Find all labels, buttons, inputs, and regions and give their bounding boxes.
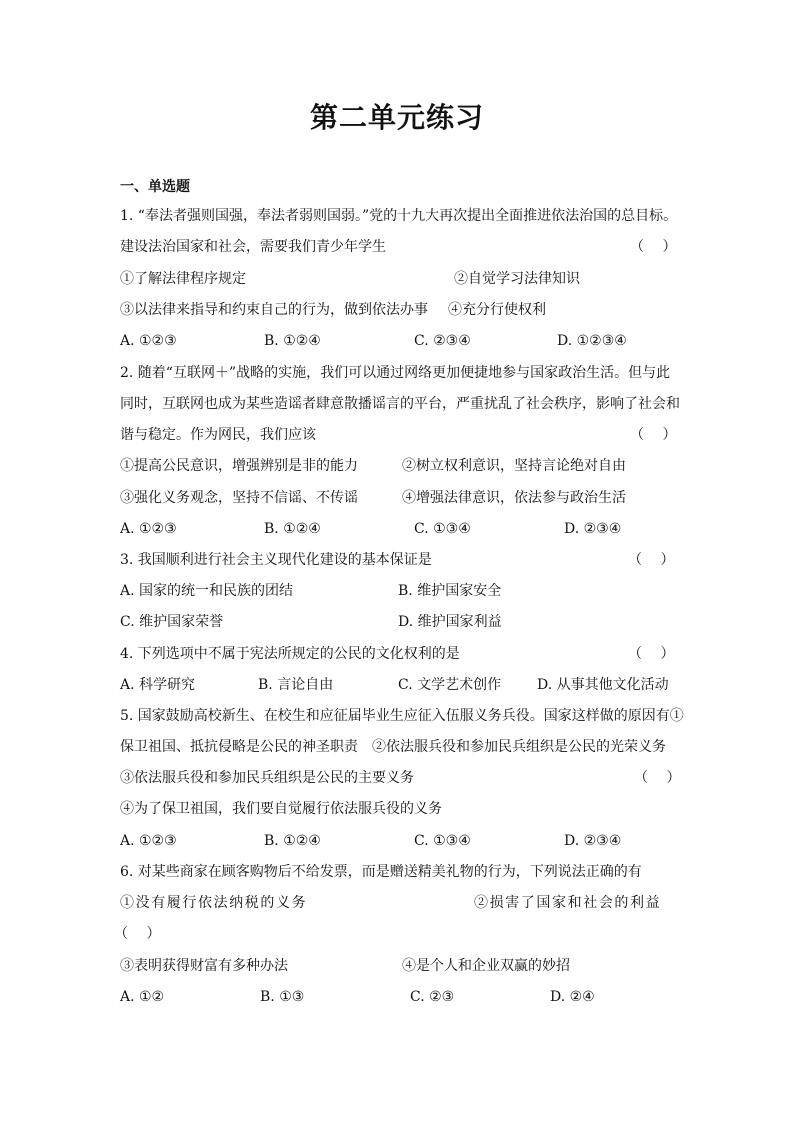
q5-stem-line-2: 保卫祖国、抵抗侵略是公民的神圣职责 ②依法服兵役和参加民兵组织是公民的光荣义务: [120, 739, 666, 755]
q2-option-d[interactable]: D. ②③④: [564, 521, 622, 537]
q2-stem-line-2: 同时，互联网也成为某些造谣者肆意散播谣言的平台，严重扰乱了社会秩序，影响了社会和: [120, 396, 680, 412]
q6-option-b[interactable]: B. ①③: [260, 989, 305, 1005]
q4-stem: 4. 下列选项中不属于宪法所规定的公民的文化权利的是: [120, 646, 460, 662]
q6-statement-3: ③表明获得财富有多种办法: [120, 958, 288, 974]
q3-option-d[interactable]: D. 维护国家利益: [398, 614, 502, 630]
q2-stem-line-1: 2. 随着“互联网＋”战略的实施，我们可以通过网络更加便捷地参与国家政治生活。但与此: [120, 365, 671, 381]
q6-option-d[interactable]: D. ②④: [550, 989, 595, 1005]
q5-option-c[interactable]: C. ①③④: [414, 833, 471, 849]
q1-option-c[interactable]: C. ②③④: [414, 333, 471, 349]
q1-stem-line-2: 建设法治国家和社会，需要我们青少年学生: [120, 239, 386, 255]
q2-option-b[interactable]: B. ①②④: [264, 521, 321, 537]
q2-statement-3: ③强化义务观念，坚持不信谣、不传谣: [120, 490, 358, 506]
q1-statement-3: ③以法律来指导和约束自己的行为，做到依法办事: [120, 302, 428, 318]
q3-stem: 3. 我国顺利进行社会主义现代化建设的基本保证是: [120, 552, 432, 568]
q4-option-a[interactable]: A. 科学研究: [120, 677, 196, 693]
q5-option-d[interactable]: D. ②③④: [564, 833, 622, 849]
q5-statement-4: ④为了保卫祖国，我们要自觉履行依法服兵役的义务: [120, 801, 442, 817]
q6-statement-2: ②损害了国家和社会的利益: [474, 895, 662, 911]
q1-option-d[interactable]: D. ①②③④: [557, 333, 627, 349]
q6-answer-paren: （ ）: [114, 926, 161, 942]
section-heading: 一、单选题: [120, 179, 190, 195]
q5-answer-paren: （ ）: [634, 770, 681, 786]
q5-statement-3: ③依法服兵役和参加民兵组织是公民的主要义务: [120, 770, 414, 786]
q1-answer-paren: （ ）: [630, 239, 677, 255]
q6-option-a[interactable]: A. ①②: [120, 989, 165, 1005]
q1-option-a[interactable]: A. ①②③: [120, 333, 177, 349]
q5-option-b[interactable]: B. ①②④: [264, 833, 321, 849]
q1-option-b[interactable]: B. ①②④: [264, 333, 321, 349]
q5-stem-line-1: 5. 国家鼓励高校新生、在校生和应征届毕业生应征入伍服义务兵役。国家这样做的原因有①: [120, 708, 684, 724]
q5-option-a[interactable]: A. ①②③: [120, 833, 177, 849]
q3-answer-paren: （ ）: [628, 552, 675, 568]
page-title: 第二单元练习: [309, 101, 484, 134]
q2-stem-line-3: 谐与稳定。作为网民，我们应该: [120, 427, 316, 443]
q3-option-a[interactable]: A. 国家的统一和民族的团结: [120, 583, 294, 599]
q1-statement-2: ②自觉学习法律知识: [454, 271, 580, 287]
q4-answer-paren: （ ）: [628, 646, 675, 662]
q2-statement-1: ①提高公民意识，增强辨别是非的能力: [120, 458, 358, 474]
q4-option-d[interactable]: D. 从事其他文化活动: [537, 677, 669, 693]
q6-statement-1: ①没有履行依法纳税的义务: [120, 895, 308, 911]
q2-answer-paren: （ ）: [630, 427, 677, 443]
q1-statement-1: ①了解法律程序规定: [120, 271, 246, 287]
q2-statement-4: ④增强法律意识，依法参与政治生活: [402, 490, 626, 506]
q6-stem: 6. 对某些商家在顾客购物后不给发票，而是赠送精美礼物的行为，下列说法正确的有: [120, 864, 642, 880]
q4-option-b[interactable]: B. 言论自由: [258, 677, 334, 693]
q6-option-c[interactable]: C. ②③: [410, 989, 455, 1005]
q2-option-a[interactable]: A. ①②③: [120, 521, 177, 537]
q3-option-b[interactable]: B. 维护国家安全: [398, 583, 502, 599]
q4-option-c[interactable]: C. 文学艺术创作: [398, 677, 502, 693]
q3-option-c[interactable]: C. 维护国家荣誉: [120, 614, 224, 630]
q6-statement-4: ④是个人和企业双赢的妙招: [402, 958, 570, 974]
q2-option-c[interactable]: C. ①③④: [414, 521, 471, 537]
q1-statement-4: ④充分行使权利: [448, 302, 546, 318]
q2-statement-2: ②树立权利意识，坚持言论绝对自由: [402, 458, 626, 474]
q1-stem-line-1: 1. “奉法者强则国强，奉法者弱则国弱。”党的十九大再次提出全面推进依法治国的总目标。: [120, 208, 678, 224]
